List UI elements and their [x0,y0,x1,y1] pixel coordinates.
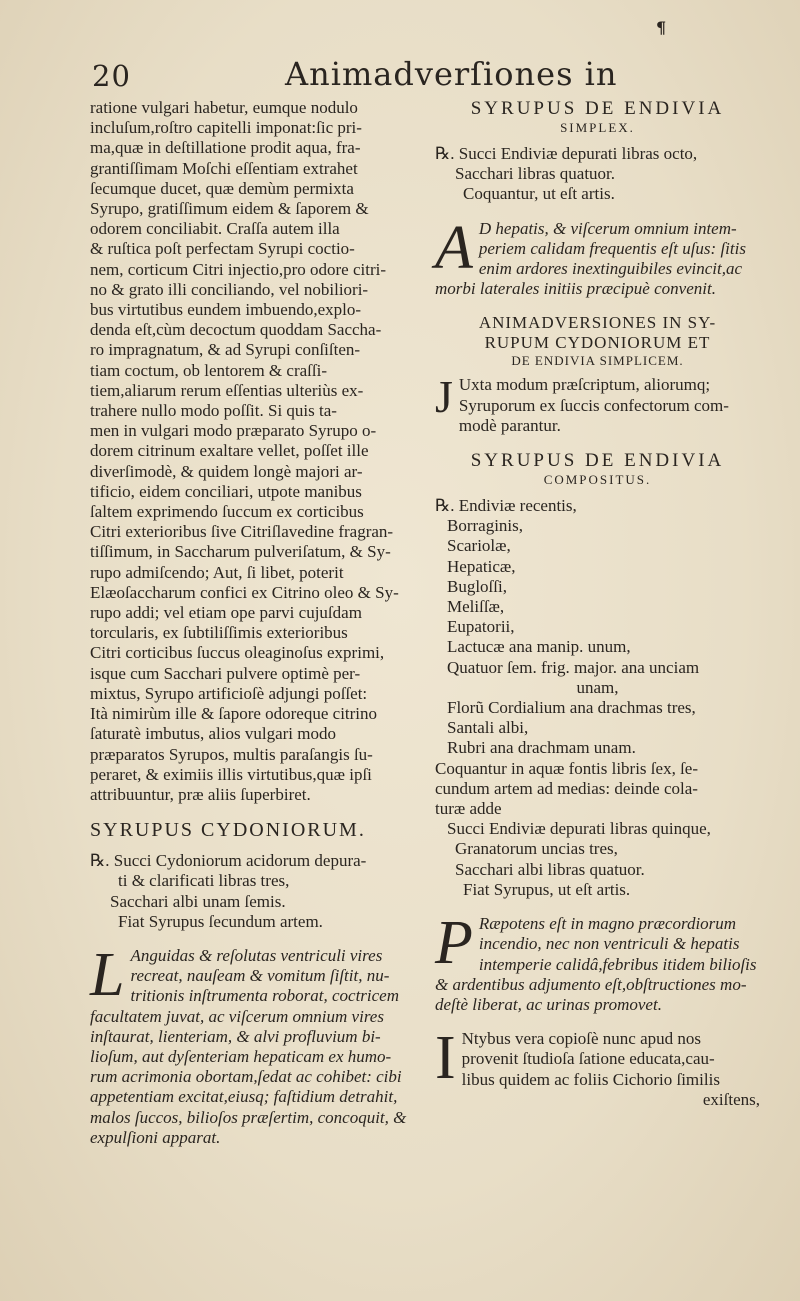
text-line: cundum artem ad medias: deinde cola- [435,778,698,798]
text-line: Ità nimirùm ille & ſapore odoreque citrino [90,704,378,724]
text-line: intemperie calidâ,febribus itidem bilioſis [478,954,757,974]
text-line: Santali albi, [447,718,529,738]
text-line: denda eſt,cùm decoctum quoddam Saccha- [90,320,382,340]
text-line: grantiſſimam Moſchi eſſentiam extrahet [90,158,358,178]
heading-syrupus-de-endivia-compositus: SYRUPUS DE ENDIVIA [470,450,725,472]
intro-paragraph [90,98,420,805]
text-line: præparatos Syrupos, multis paraſangis ſu- [90,744,373,764]
heading-animadversiones-line3: DE ENDIVIA SIMPLICEM. [511,353,684,369]
text-line: inſtaurat, lienteriam, & alvi profluvium bi- [90,1026,381,1046]
subheading-compositus: COMPOSITUS. [543,472,652,488]
text-line: deſtè liberat, ac urinas promovet. [435,994,662,1014]
text-line: trahere nullo modo poſſit. Si quis ta- [90,401,337,421]
text-line: bus virtutibus eundem imbuendo,explo- [90,300,362,320]
recipe-line: Sacchari albi unam ſemis. [110,891,286,911]
text-line: Meliſſæ, [447,597,505,617]
running-title: Animadverſiones in [285,55,618,93]
text-line: rupo admiſcendo; Aut, ſi libet, poterit [90,562,344,582]
paragraph-intybus [435,1024,760,1110]
text-line: tiam coctum, ob lentorem & craſſi- [90,360,327,380]
text-line: dorem citrinum exaltare vellet, poſſet ille [90,441,369,461]
text-line: malos ſuccos, bilioſos præſertim, concoquit, & [90,1107,407,1127]
recipe-simplex [435,144,760,205]
text-line: tificio, eidem conciliari, utpote manibus [90,481,362,501]
text-line: ſaturatè imbutus, alios vulgari modo [90,724,336,744]
text-line: torcularis, ex ſubtiliſſimis exterioribus [90,623,348,643]
recipe-line: ℞. Succi Endiviæ depurati libras octo, [435,144,698,163]
recipe-compositus [435,496,760,900]
right-column [435,98,760,1110]
text-line: ratione vulgari habetur, eumque nodulo [90,98,358,117]
text-line: incluſum,roſtro capitelli imponat:ſic pri- [90,118,362,138]
text-line: diverſimodè, & quidem longè majori ar- [90,461,363,481]
dropcap-I: I [435,1024,456,1093]
text-line: morbi laterales initiis præcipuè convenit. [435,279,716,299]
heading-animadversiones-line2: RUPUM CYDONIORUM ET [484,333,711,353]
recipe-line: Sacchari libras quatuor. [455,164,616,184]
text-line: Granatorum uncias tres, [455,839,618,859]
text-line: men in vulgari modo præparato Syrupo o- [90,421,377,441]
text-line: unam, [576,677,619,697]
left-column [90,98,420,1148]
page-number: 20 [92,59,131,93]
text-line: Citri exterioribus ſive Citriſlavedine fragran- [90,522,394,542]
text-line: attribuuntur, præ aliis ſuperbiret. [90,784,311,804]
heading-syrupus-de-endivia: SYRUPUS DE ENDIVIA [470,98,725,119]
text-line: peraret, & eximiis illis virtutibus,quæ ipſi [90,764,372,784]
subheading-simplex: SIMPLEX. [560,120,635,135]
text-line: recreat, nauſeam & vomitum ſiſtit, nu- [130,966,390,986]
text-line: nem, corticum Citri injectio,pro odore citri- [90,259,386,279]
recipe-line: Fiat Syrupus ſecundum artem. [118,911,323,931]
text-line: facultatem juvat, ac viſcerum omnium vires [90,1006,384,1026]
text-line: Borraginis, [447,516,524,536]
text-line: turæ adde [435,799,502,819]
dropcap-L: L [90,940,125,1009]
text-line: Citri corticibus ſuccus oleaginoſus exprimi, [90,643,385,663]
dropcap-P: P [435,909,473,978]
text-line: Succi Endiviæ depurati libras quinque, [447,819,711,839]
text-line: Bugloſſi, [447,576,507,596]
text-line: ſaltem exprimendo ſuccum ex corticibus [90,502,364,522]
text-line: Florũ Cordialium ana drachmas tres, [447,698,696,718]
text-line: Fiat Syrupus, ut eſt artis. [463,879,631,899]
text-line: exiſtens, [702,1089,760,1109]
text-line: mixtus, Syrupo artificioſè adjungi poſſet: [90,683,368,703]
heading-syrupus-cydoniorum: SYRUPUS CYDONIORUM. [90,819,366,842]
dropcap-A: A [435,213,473,282]
text-line: & ardentibus adjumento eſt,obſtructiones mo- [435,974,747,994]
dropcap-J: J [435,371,453,423]
text-line: ſecumque ducet, quæ demùm permixta [90,178,354,198]
text-line: periem calidam frequentis eſt uſus: ſitis [478,238,746,258]
text-line: Anguidas & reſolutas ventriculi vires [130,945,383,965]
text-line: tritionis inſtrumenta roborat, coctricem [130,986,400,1006]
text-line: Scariolæ, [447,536,511,556]
text-line: modè parantur. [458,415,561,435]
text-line: ℞. Endiviæ recentis, [435,496,577,516]
text-line: D hepatis, & viſcerum omnium intem- [478,218,737,238]
text-line: Syruporum ex ſuccis confectorum com- [458,395,729,415]
text-line: rupo addi; vel etiam ope parvi cujuſdam [90,603,362,623]
text-line: enim ardores inextinguibiles evincit,ac [478,259,742,279]
text-line: Quatuor ſem. frig. major. ana unciam [447,657,700,677]
text-line: Lactucæ ana manip. unum, [447,637,631,657]
text-line: appetentiam excitat,eiusq; faſtidium detrahit, [90,1087,398,1107]
text-line: rum acrimonia obortam,ſedat ac cohibet: cibi [90,1067,402,1087]
text-line: ro impragnatum, & ad Syrupi conſiſten- [90,340,361,360]
running-header [0,55,800,99]
recipe-line: ℞. Succi Cydoniorum acidorum depura- [90,851,367,871]
text-line: provenit ſtudioſa ſatione educata,cau- [461,1049,715,1069]
text-line: & ruſtica poſt perfectam Syrupi coctio- [90,239,355,259]
text-line: lioſum, aut dyſenteriam hepaticam ex humo- [90,1046,392,1066]
text-line: Elæoſaccharum confici ex Citrino oleo & Sy- [90,582,399,602]
text-line: tiem,aliarum rerum eſſentias ulteriùs ex- [90,380,364,400]
paragraph-virtues-endivia [435,213,760,300]
heading-animadversiones: ANIMADVERSIONES IN SY- [478,313,717,333]
text-line: Eupatorii, [447,617,515,637]
signature-mark: ¶ [656,18,667,37]
text-line: Sacchari albi libras quatuor. [455,859,645,879]
text-line: ma,quæ in deſtillatione prodit aqua, fra- [90,138,361,158]
text-line: Syrupo, gratiſſimum eidem & ſaporem & [90,199,369,219]
recipe-line: ti & clarificati libras tres, [118,871,290,891]
recipe-line: Coquantur, ut eſt artis. [463,184,615,204]
text-line: isque cum Sacchari pulvere optimè per- [90,663,361,683]
paragraph-virtues-compositus [435,909,760,1015]
text-line: Uxta modum præſcriptum, aliorumq; [458,375,711,395]
text-line: expulſioni apparat. [90,1127,221,1147]
text-line: libus quidem ac foliis Cichorio ſimilis [461,1069,720,1089]
text-line: Hepaticæ, [447,556,516,576]
paragraph-juxta [435,371,760,436]
text-line: tiſſimum, in Saccharum pulveriſatum, & Sy- [90,542,391,562]
paragraph-virtues-cydoniorum [90,940,420,1148]
text-line: incendio, nec non ventriculi & hepatis [478,934,740,954]
recipe-cydoniorum [90,851,420,932]
text-line: Rubri ana drachmam unam. [447,738,636,758]
text-line: Ntybus vera copioſè nunc apud nos [461,1029,702,1049]
text-line: Ræpotens eſt in magno præcordiorum [478,914,737,934]
text-line: odorem conciliabit. Craſſa autem illa [90,219,340,239]
text-line: Coquantur in aquæ fontis libris ſex, ſe- [435,758,698,778]
text-line: no & grato illi conciliando, vel nobiliori- [90,279,369,299]
